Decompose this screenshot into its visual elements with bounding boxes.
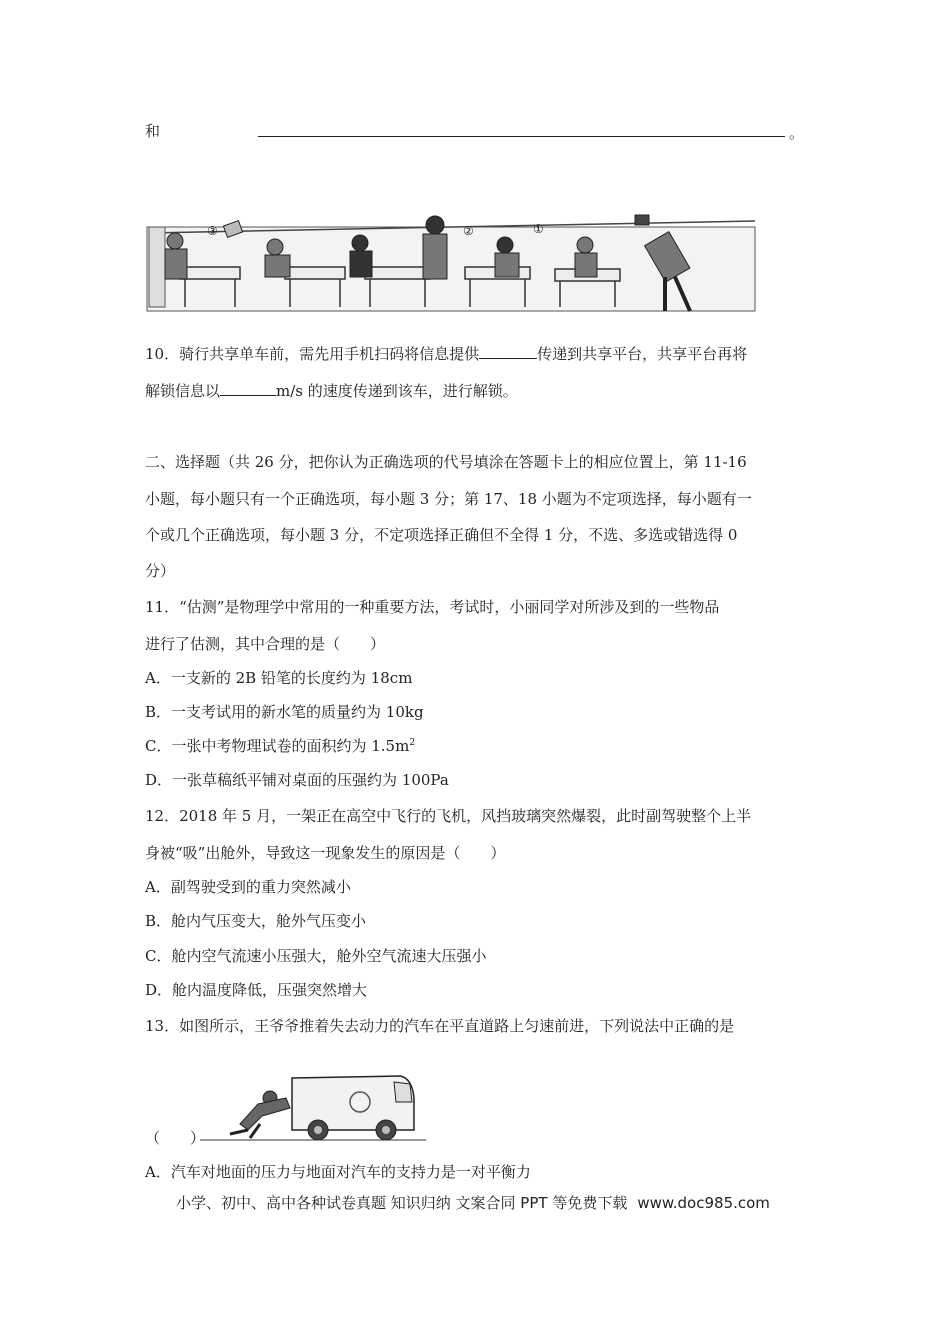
car-push-illustration	[200, 1068, 426, 1144]
figure-label-2: ②	[463, 224, 474, 238]
q10-line1	[145, 343, 747, 364]
q11-option-b: B．一支考试用的新水笔的质量约为 10kg	[145, 703, 424, 721]
q12-option-a: A．副驾驶受到的重力突然减小	[145, 878, 351, 896]
q11-option-c-sup: 2	[409, 738, 416, 748]
q10-line2	[145, 380, 518, 401]
figure-label-1: ①	[533, 222, 544, 236]
figure-label-3: ③	[207, 224, 218, 238]
q10-text-a: 10．骑行共享单车前，需先用手机扫码将信息提供	[145, 345, 480, 363]
q12-option-b: B．舱内气压变大，舱外气压变小	[145, 912, 367, 930]
answer-line-end: 。	[789, 124, 805, 142]
answer-line-he	[145, 120, 160, 141]
footer-text: 小学、初中、高中各种试卷真题 知识归纳 文案合同 PPT 等免费下载	[176, 1194, 628, 1212]
q13-paren: （ ）	[145, 1129, 206, 1147]
footer-banner	[176, 1192, 770, 1213]
section2-line4: 分）	[145, 562, 176, 580]
q11-stem2: 进行了估测，其中合理的是（ ）	[145, 635, 386, 653]
q10-text-c: 解锁信息以	[145, 382, 221, 400]
q11-option-c	[145, 735, 415, 756]
q13-option-a: A．汽车对地面的压力与地面对汽车的支持力是一对平衡力	[145, 1163, 531, 1181]
answer-blank-long	[258, 136, 785, 137]
q12-option-d: D．舱内温度降低，压强突然增大	[145, 981, 368, 999]
classroom-illustration	[145, 207, 757, 313]
q11-option-c-text: C．一张中考物理试卷的面积约为 1.5m	[145, 737, 410, 755]
section2-line1: 二、选择题（共 26 分，把你认为正确选项的代号填涂在答题卡上的相应位置上，第 11-16	[145, 453, 747, 471]
q13-stem1: 13．如图所示，王爷爷推着失去动力的汽车在平直道路上匀速前进，下列说法中正确的是	[145, 1017, 735, 1035]
q10-blank-2	[220, 381, 276, 396]
he-label: 和	[145, 122, 161, 140]
section2-line3: 个或几个正确选项，每小题 3 分，不定项选择正确但不全得 1 分，不选、多选或错选得 0	[145, 526, 738, 544]
q10-text-d: m/s 的速度传递到该车，进行解锁。	[276, 382, 518, 400]
q10-blank-1	[479, 344, 537, 359]
q10-text-b: 传递到共享平台，共享平台再将	[537, 345, 748, 363]
q11-option-a: A．一支新的 2B 铅笔的长度约为 18cm	[145, 669, 413, 687]
q11-stem1: 11．“估测”是物理学中常用的一种重要方法，考试时，小丽同学对所涉及到的一些物品	[145, 598, 720, 616]
q12-option-c: C．舱内空气流速小压强大，舱外空气流速大压强小	[145, 947, 487, 965]
q12-stem1: 12．2018 年 5 月，一架正在高空中飞行的飞机，风挡玻璃突然爆裂，此时副驾驶整个上半	[145, 807, 752, 825]
q11-option-d: D．一张草稿纸平铺对桌面的压强约为 100Pa	[145, 771, 449, 789]
q12-stem2: 身被“吸”出舱外，导致这一现象发生的原因是（ ）	[145, 844, 506, 862]
section2-line2: 小题，每小题只有一个正确选项，每小题 3 分；第 17、18 小题为不定项选择，每小题有一	[145, 490, 752, 508]
footer-url-link[interactable]: www.doc985.com	[637, 1194, 770, 1212]
